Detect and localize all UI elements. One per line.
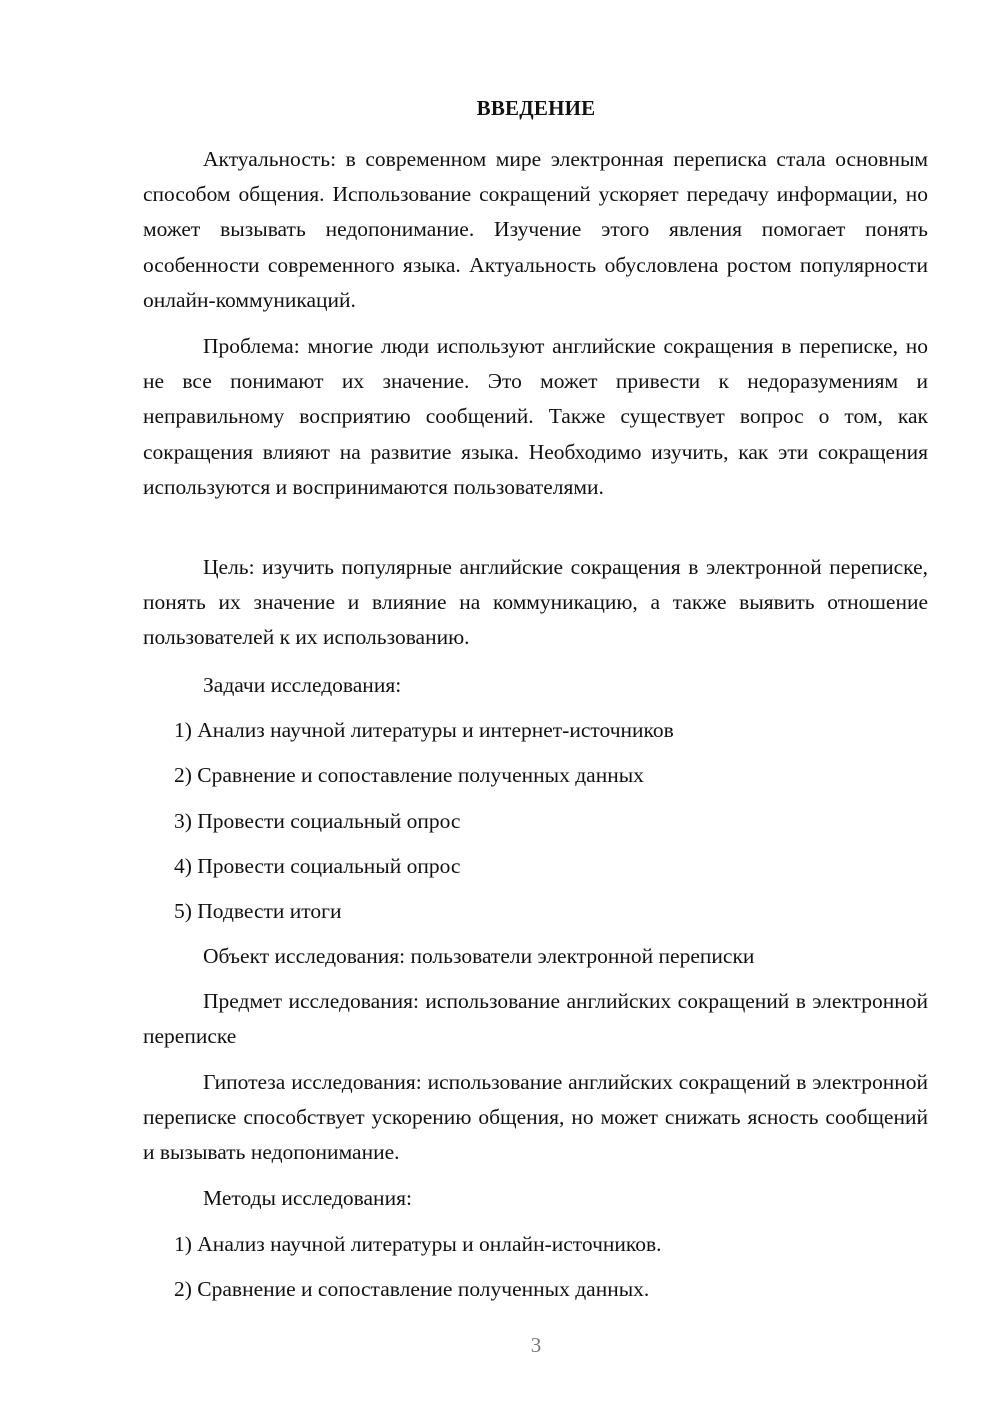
task-item: 3) Провести социальный опрос [174,809,461,833]
method-item: 1) Анализ научной литературы и онлайн-источников. [174,1232,662,1256]
task-item: 4) Провести социальный опрос [174,854,461,878]
goal-paragraph: Цель: изучить популярные английские сокращения в электронной переписке, понять их значение и влияние на коммуникацию, а также выявить отношение пользователей к их использованию. [143,555,928,650]
research-subject: Предмет исследования: использование английских сокращений в электронной переписке [143,989,928,1049]
research-object: Объект исследования: пользователи электронной переписки [203,944,755,968]
relevance-paragraph: Актуальность: в современном мире электронная переписка стала основным способом общения. Использование сокращений ускоряет передачу информации, но может вызывать недопонимание. Изучение этого явления помогает понять особенности современного языка. Актуальность обусловлена ростом популярности онлайн-коммуникаций. [143,147,928,312]
task-item: 1) Анализ научной литературы и интернет-источников [174,718,674,742]
task-item: 2) Сравнение и сопоставление полученных данных [174,763,644,787]
task-item: 5) Подвести итоги [174,899,342,923]
page-number: 3 [530,1333,542,1357]
tasks-title: Задачи исследования: [203,673,402,697]
research-hypothesis: Гипотеза исследования: использование английских сокращений в электронной переписке способствует ускорению общения, но может снижать ясность сообщений и вызывать недопонимание. [143,1070,928,1165]
method-item: 2) Сравнение и сопоставление полученных данных. [174,1277,650,1301]
methods-title: Методы исследования: [203,1186,412,1210]
problem-paragraph: Проблема: многие люди используют английские сокращения в переписке, но не все понимают их значение. Это может привести к недоразумениям и неправильному восприятию сообщений. Также существует вопрос о том, как сокращения влияют на развитие языка. Необходимо изучить, как эти сокращения используются и воспринимаются пользователями. [143,334,928,499]
section-heading: ВВЕДЕНИЕ [476,96,596,120]
